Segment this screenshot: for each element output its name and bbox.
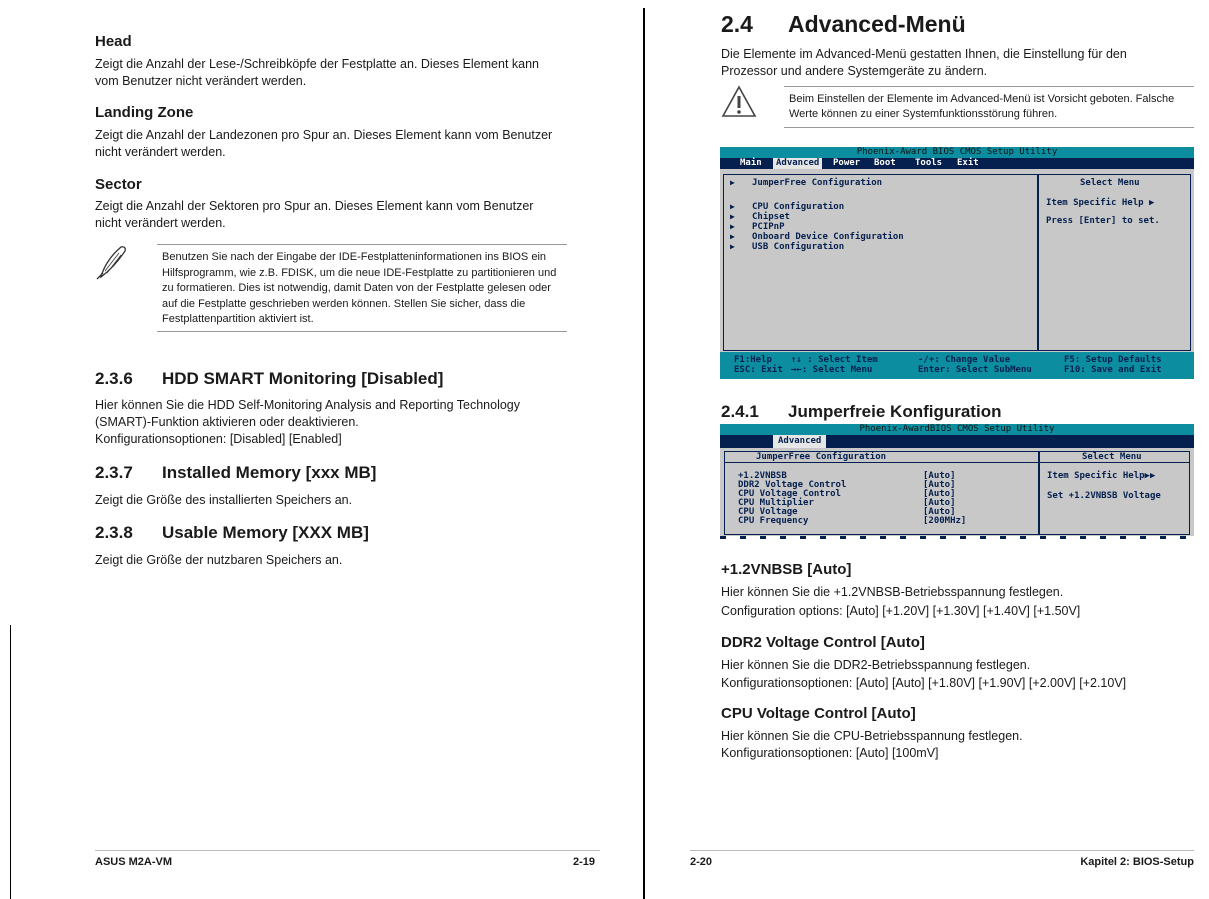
menu-boot[interactable]: Boot [874, 158, 896, 168]
ddr2-heading: DDR2 Voltage Control [Auto] [721, 634, 925, 651]
bios-jumperfree-screen [720, 424, 1194, 540]
arrow-icon: ▶ [730, 178, 735, 187]
section-2-4-1-title: Jumperfreie Konfiguration [788, 402, 1002, 421]
footer-help: F1:Help [734, 355, 772, 365]
head-heading: Head [95, 33, 132, 50]
menu-exit[interactable]: Exit [957, 158, 979, 168]
menu-advanced[interactable]: Advanced [773, 158, 822, 169]
section-2-3-8-text: Zeigt die Größe der nutzbaren Speichers an. [95, 553, 343, 567]
section-2-3-8-number: 2.3.8 [95, 523, 133, 542]
row-cpuvc-label[interactable]: CPU Voltage Control [738, 489, 841, 499]
pen-icon [93, 243, 133, 281]
bios-item-jumperfree[interactable]: JumperFree Configuration [752, 178, 883, 188]
row-mult-label[interactable]: CPU Multiplier [738, 498, 814, 508]
arrow-icon: ▶ [730, 222, 735, 231]
footer-esc-exit: ESC: Exit [734, 365, 783, 375]
section-2-4-number: 2.4 [721, 11, 753, 37]
arrow-icon: ▶ [730, 212, 735, 221]
section-2-3-6-title: HDD SMART Monitoring [Disabled] [162, 369, 444, 388]
nbsb-heading: +1.2VNBSB [Auto] [721, 561, 852, 578]
row-cpuvc-value[interactable]: [Auto] [923, 489, 956, 499]
bios2-menubar [720, 435, 1194, 448]
section-2-4-text: Die Elemente im Advanced-Menü gestatten Ihnen, die Einstellung für den Prozessor und andere Systemgeräte zu ändern. [721, 47, 1127, 78]
bios-item-usb[interactable]: USB Configuration [752, 242, 845, 252]
menu-power[interactable]: Power [833, 158, 861, 168]
bios-footer [720, 352, 1194, 379]
note-top-rule [157, 244, 567, 245]
footer-select-submenu: Enter: Select SubMenu [918, 365, 1032, 375]
bios-item-pcipnp[interactable]: PCIPnP [752, 222, 785, 232]
bios2-torn-edge [720, 536, 1194, 539]
menu-tools[interactable]: Tools [915, 158, 943, 168]
row-freq-value[interactable]: [200MHz] [923, 516, 967, 526]
bios2-help-line2: Set +1.2VNBSB Voltage [1047, 491, 1161, 501]
bios2-title: Phoenix-AwardBIOS CMOS Setup Utility [720, 424, 1194, 435]
row-nbsb-value[interactable]: [Auto] [923, 471, 956, 481]
menu-main[interactable]: Main [740, 158, 762, 168]
footer-save-exit: F10: Save and Exit [1064, 365, 1162, 375]
bios2-tab-advanced[interactable]: Advanced [773, 435, 826, 448]
bios-help-title: Select Menu [1080, 178, 1140, 188]
footer-select-item: ↑↓ : Select Item [791, 355, 878, 365]
section-2-3-8-title: Usable Memory [XXX MB] [162, 523, 369, 542]
cpuv-options: Konfigurationsoptionen: [Auto] [100mV] [721, 746, 939, 760]
note-bottom-rule [157, 331, 567, 332]
ddr2-text: Hier können Sie die DDR2-Betriebsspannung festlegen. [721, 658, 1031, 672]
bios-items-pane [723, 174, 1039, 351]
warning-text: Beim Einstellen der Elemente im Advanced-Menü ist Vorsicht geboten. Falsche Werte können zu einer Systemfunktionsstörung führen. [789, 93, 1175, 120]
sector-text: Zeigt die Anzahl der Sektoren pro Spur an. Dieses Element kann vom Benutzer nicht verändert werden. [95, 199, 534, 230]
row-cpuv-value[interactable]: [Auto] [923, 507, 956, 517]
bios-body [720, 169, 1194, 352]
left-footer-title: ASUS M2A-VM [95, 856, 173, 868]
bios-title: Phoenix-Award BIOS CMOS Setup Utility [720, 147, 1194, 158]
section-2-3-6-number: 2.3.6 [95, 369, 133, 388]
bios2-help-line1: Item Specific Help▶▶ [1047, 471, 1156, 481]
right-footer-rule [690, 850, 1194, 851]
bios2-help-title: Select Menu [1082, 452, 1142, 462]
left-footer-rule [95, 850, 600, 851]
arrow-icon: ▶ [730, 202, 735, 211]
section-2-3-6-text: Hier können Sie die HDD Self-Monitoring Analysis and Reporting Technology (SMART)-Funktion aktivieren oder deaktivieren. [95, 398, 520, 429]
bios-item-chipset[interactable]: Chipset [752, 212, 790, 222]
section-2-4-1-number: 2.4.1 [721, 402, 759, 421]
right-page-number: 2-20 [690, 856, 713, 868]
bios-menubar [720, 158, 1194, 169]
bios2-pane-title: JumperFree Configuration [756, 452, 887, 462]
page-divider [643, 8, 645, 899]
bios-help-line2: Press [Enter] to set. [1046, 216, 1160, 226]
row-cpuv-label[interactable]: CPU Voltage [738, 507, 798, 517]
right-footer-title: Kapitel 2: BIOS-Setup [1080, 856, 1194, 868]
landing-text: Zeigt die Anzahl der Landezonen pro Spur an. Dieses Element kann vom Benutzer nicht verändert werden. [95, 128, 553, 159]
section-2-3-6-options: Konfigurationsoptionen: [Disabled] [Enabled] [95, 432, 342, 446]
bios-help-line1: Item Specific Help ▶ [1046, 198, 1155, 208]
footer-defaults: F5: Setup Defaults [1064, 355, 1162, 365]
row-ddr2-value[interactable]: [Auto] [923, 480, 956, 490]
warning-top-rule [784, 86, 1194, 87]
arrow-icon: ▶ [730, 232, 735, 241]
row-ddr2-label[interactable]: DDR2 Voltage Control [738, 480, 847, 490]
row-nbsb-label[interactable]: +1.2VNBSB [738, 471, 787, 481]
section-2-3-7-title: Installed Memory [xxx MB] [162, 463, 377, 482]
arrow-icon: ▶ [730, 242, 735, 251]
left-page-number: 2-19 [573, 856, 596, 868]
section-2-3-7-number: 2.3.7 [95, 463, 133, 482]
row-freq-label[interactable]: CPU Frequency [738, 516, 809, 526]
nbsb-text: Hier können Sie die +1.2VNBSB-Betriebsspannung festlegen. [721, 585, 1064, 599]
cpuv-heading: CPU Voltage Control [Auto] [721, 705, 916, 722]
row-mult-value[interactable]: [Auto] [923, 498, 956, 508]
sector-heading: Sector [95, 176, 142, 193]
warning-bottom-rule [784, 127, 1194, 128]
head-text: Zeigt die Anzahl der Lese-/Schreibköpfe der Festplatte an. Dieses Element kann vom Benutzer nicht verändert werden. [95, 57, 540, 88]
ddr2-options: Konfigurationsoptionen: [Auto] [Auto] [+1.80V] [+1.90V] [+2.00V] [+2.10V] [721, 676, 1127, 690]
bios-advanced-screen [720, 147, 1194, 379]
warning-icon [721, 85, 757, 119]
section-2-4-title: Advanced-Menü [788, 11, 966, 37]
bios2-body [720, 448, 1194, 536]
bios-item-cpu[interactable]: CPU Configuration [752, 202, 845, 212]
cpuv-text: Hier können Sie die CPU-Betriebsspannung festlegen. [721, 729, 1023, 743]
left-margin-line [10, 625, 11, 899]
nbsb-options: Configuration options: [Auto] [+1.20V] [+1.30V] [+1.40V] [+1.50V] [721, 604, 1081, 618]
footer-change-value: -/+: Change Value [918, 355, 1011, 365]
landing-heading: Landing Zone [95, 104, 194, 121]
footer-select-menu: →←: Select Menu [791, 365, 873, 375]
section-2-3-7-text: Zeigt die Größe des installierten Speichers an. [95, 493, 353, 507]
bios-item-onboard[interactable]: Onboard Device Configuration [752, 232, 904, 242]
note-text: Benutzen Sie nach der Eingabe der IDE-Festplatteninformationen ins BIOS ein Hilfsprogramm, wie z.B. FDISK, um die neue IDE-Festplatte zu partitionieren und zu formatieren. Dies ist notwendig, damit Daten von der Festplatte gelesen oder auf die Festplatte geschrieben werden können. Stellen Sie sicher, dass die Festplattenpartition aktiviert ist. [162, 251, 557, 325]
